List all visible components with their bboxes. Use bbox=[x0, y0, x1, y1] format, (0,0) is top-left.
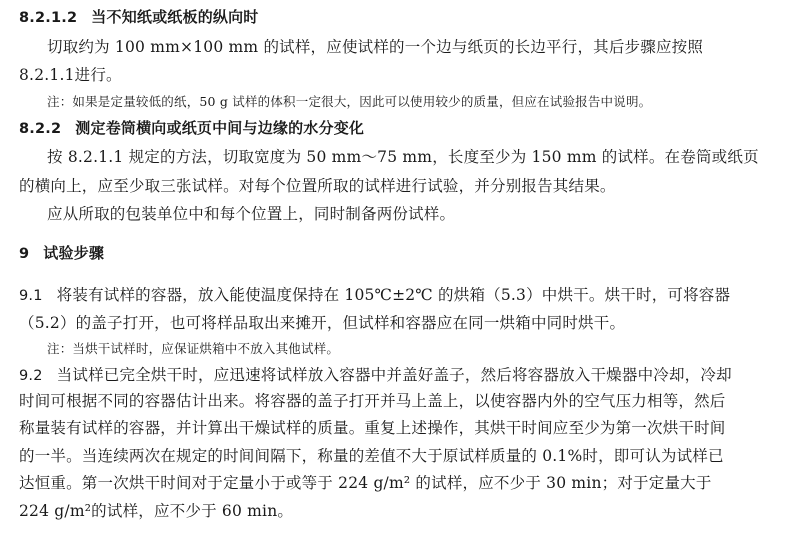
section-number: 9.2 bbox=[19, 368, 43, 384]
paragraph-line: 的一半。当连续两次在规定的时间间隔下，称量的差值不大于原试样质量的 0.1%时，即可认为试样已 bbox=[19, 447, 724, 465]
paragraph-text: 当试样已完全烘干时，应迅速将试样放入容器中并盖好盖子，然后将容器放入干燥器中冷却，冷却 bbox=[56, 366, 732, 384]
section-heading-8-2-1-2 bbox=[19, 7, 259, 28]
paragraph-line: 224 g/m²的试样，应不少于 60 min。 bbox=[19, 502, 294, 520]
section-heading-8-2-2 bbox=[19, 118, 364, 139]
section-number: 9.1 bbox=[19, 288, 43, 304]
paragraph-line: 时间可根据不同的容器估计出来。将容器的盖子打开并马上盖上，以使容器内外的空气压力相等，然后 bbox=[19, 392, 726, 410]
section-number: 8.2.2 bbox=[19, 121, 62, 137]
section-title: 试验步骤 bbox=[43, 244, 105, 262]
paragraph-line: 应从所取的包装单位中和每个位置上，同时制备两份试样。 bbox=[47, 205, 456, 223]
note-text: 注：当烘干试样时，应保证烘箱中不放入其他试样。 bbox=[47, 341, 340, 356]
paragraph-line: 称量装有试样的容器，并计算出干燥试样的质量。重复上述操作，其烘干时间应至少为第一次烘干时间 bbox=[19, 419, 726, 437]
paragraph-line: 按 8.2.1.1 规定的方法，切取宽度为 50 mm～75 mm，长度至少为 150 mm 的试样。在卷筒或纸页 bbox=[47, 148, 759, 166]
section-heading-9 bbox=[19, 243, 104, 264]
paragraph-line: 8.2.1.1进行。 bbox=[19, 66, 122, 84]
note-text: 注：如果是定量较低的纸，50 g 试样的体积一定很大，因此可以使用较少的质量，但应在试验报告中说明。 bbox=[47, 94, 652, 109]
section-title: 测定卷筒横向或纸页中间与边缘的水分变化 bbox=[75, 119, 365, 137]
paragraph-text: 将装有试样的容器，放入能使温度保持在 105℃±2℃ 的烘箱（5.3）中烘干。烘干时，可将容器 bbox=[56, 286, 731, 304]
paragraph-9-1-line1 bbox=[19, 285, 730, 306]
section-number: 9 bbox=[19, 246, 30, 262]
paragraph-line: 的横向上，应至少取三张试样。对每个位置所取的试样进行试验，并分别报告其结果。 bbox=[19, 177, 616, 195]
paragraph-line: （5.2）的盖子打开，也可将样品取出来摊开，但试样和容器应在同一烘箱中同时烘干。 bbox=[19, 314, 626, 332]
section-title: 当不知纸或纸板的纵向时 bbox=[91, 8, 259, 26]
paragraph-line: 达恒重。第一次烘干时间对于定量小于或等于 224 g/m² 的试样，应不少于 30 min；对于定量大于 bbox=[19, 474, 712, 492]
paragraph-9-2-line1 bbox=[19, 365, 732, 386]
section-number: 8.2.1.2 bbox=[19, 10, 78, 26]
paragraph-line: 切取约为 100 mm×100 mm 的试样，应使试样的一个边与纸页的长边平行，其后步骤应按照 bbox=[47, 38, 704, 56]
